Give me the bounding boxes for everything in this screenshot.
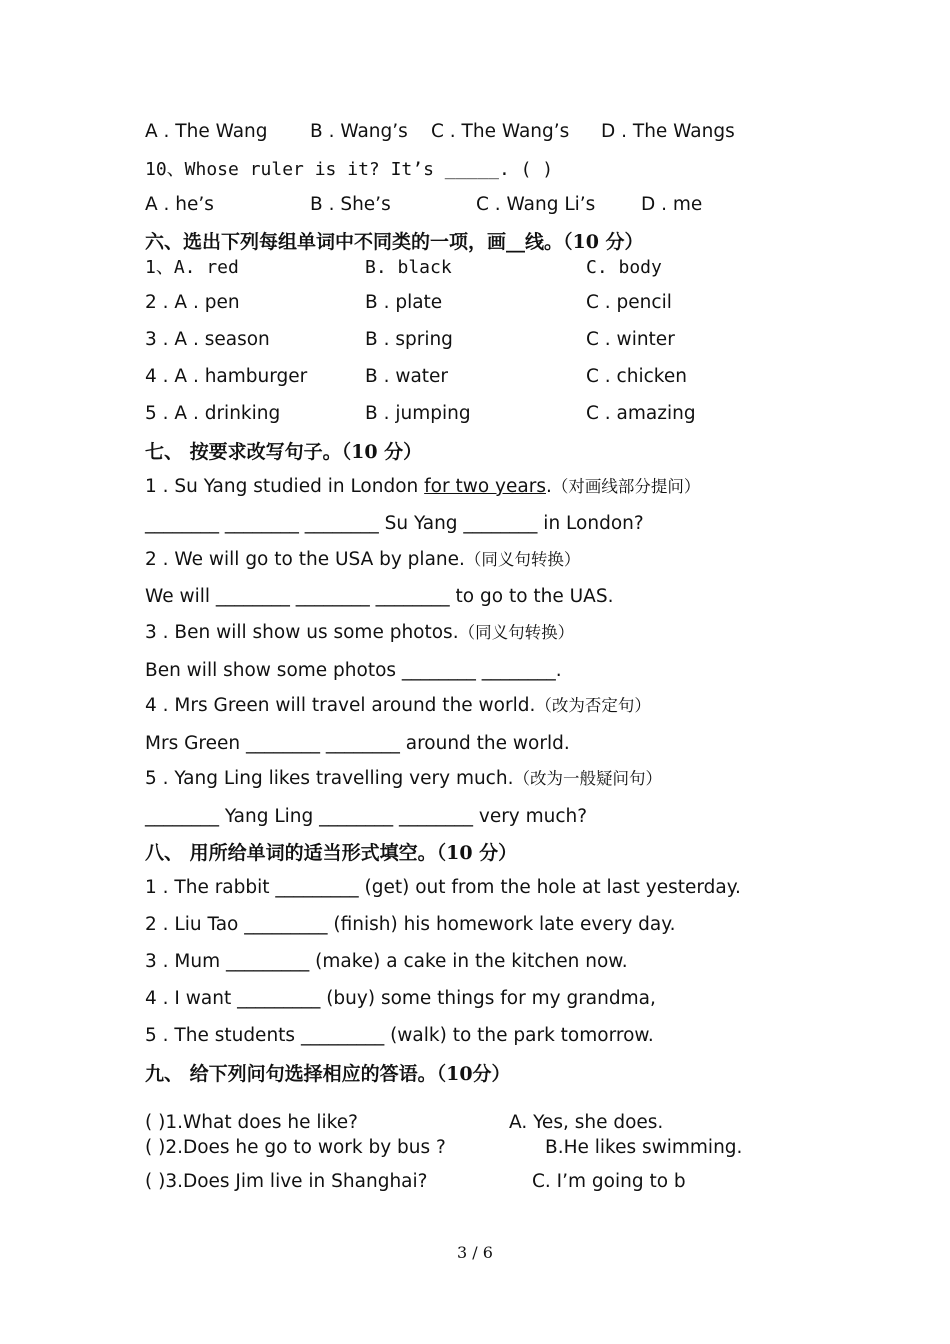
s6-r1-c: C. body <box>586 257 662 278</box>
q9-option-c: C . The Wang’s <box>431 121 570 142</box>
s7-q3-text: 3 . Ben will show us some photos. <box>145 622 459 643</box>
q10-option-a: A . he’s <box>145 194 214 215</box>
s6-r3-b: B . spring <box>365 329 453 350</box>
q9-option-b: B . Wang’s <box>310 121 408 142</box>
q9-option-a: A . The Wang <box>145 121 268 142</box>
s7-q4-text: 4 . Mrs Green will travel around the world. <box>145 695 536 716</box>
s7-q4-answer: Mrs Green ________ ________ around the world. <box>145 733 570 754</box>
s6-r2-a: 2 . A . pen <box>145 292 240 313</box>
q10-option-c: C . Wang Li’s <box>476 194 596 215</box>
s6-r1-b: B. black <box>365 257 452 278</box>
s7-q2-answer: We will ________ ________ ________ to go to the UAS. <box>145 586 614 607</box>
s8-item-1: 1 . The rabbit _________ (get) out from the hole at last yesterday. <box>145 877 741 898</box>
s7-q2-note: （同义句转换） <box>464 550 581 569</box>
s9-r2-answer: B.He likes swimming. <box>545 1137 743 1158</box>
section8-title: 八、 用所给单词的适当形式填空。（10 分） <box>145 842 518 864</box>
s6-r1-a: 1、A. red <box>145 257 239 278</box>
s6-r2-c: C . pencil <box>586 292 672 313</box>
s9-r1-question: ( )1.What does he like? <box>145 1112 358 1133</box>
s6-r3-a: 3 . A . season <box>145 329 270 350</box>
s7-q1-answer: ________ ________ ________ Su Yang ________ in London? <box>145 513 644 534</box>
s7-q5-text: 5 . Yang Ling likes travelling very much. <box>145 768 514 789</box>
s7-q4-note: （改为否定句） <box>535 696 651 715</box>
s8-item-2: 2 . Liu Tao _________ (finish) his homework late every day. <box>145 914 676 935</box>
q10-option-d: D . me <box>641 194 703 215</box>
q9-option-d: D . The Wangs <box>601 121 735 142</box>
s6-r2-b: B . plate <box>365 292 443 313</box>
s7-q4 <box>145 694 651 718</box>
s7-q2 <box>145 548 580 572</box>
page-number: 3 / 6 <box>457 1243 493 1262</box>
s9-r3-answer: C. I’m going to b <box>532 1171 686 1192</box>
s7-q1 <box>145 475 700 499</box>
s9-r2-question: ( )2.Does he go to work by bus ? <box>145 1137 446 1158</box>
s7-q1-post: . <box>545 476 552 497</box>
s7-q5-answer: ________ Yang Ling ________ ________ very much? <box>145 806 588 827</box>
section7-title: 七、 按要求改写句子。（10 分） <box>145 441 423 463</box>
s7-q3-answer: Ben will show some photos ________ ________. <box>145 660 562 681</box>
q10-option-b: B . She’s <box>310 194 391 215</box>
s7-q5 <box>145 767 662 791</box>
s6-r4-c: C . chicken <box>586 366 687 387</box>
s6-r4-a: 4 . A . hamburger <box>145 366 308 387</box>
s6-r4-b: B . water <box>365 366 449 387</box>
s8-item-5: 5 . The students _________ (walk) to the park tomorrow. <box>145 1025 654 1046</box>
s7-q1-underlined: for two years <box>424 476 546 497</box>
s9-r3-question: ( )3.Does Jim live in Shanghai? <box>145 1171 428 1192</box>
s6-r3-c: C . winter <box>586 329 675 350</box>
s9-r1-answer: A. Yes, she does. <box>509 1112 664 1133</box>
s7-q2-text: 2 . We will go to the USA by plane. <box>145 549 465 570</box>
s8-item-3: 3 . Mum _________ (make) a cake in the kitchen now. <box>145 951 628 972</box>
section6-title: 六、选出下列每组单词中不同类的一项，画__线。（10 分） <box>145 231 644 253</box>
s6-r5-b: B . jumping <box>365 403 471 424</box>
s7-q5-note: （改为一般疑问句） <box>513 769 662 788</box>
section9-title: 九、 给下列问句选择相应的答语。（10分） <box>145 1063 511 1085</box>
q10-stem: 10、Whose ruler is it? It’s _____. ( ) <box>145 159 554 180</box>
s6-r5-a: 5 . A . drinking <box>145 403 281 424</box>
s8-item-4: 4 . I want _________ (buy) some things for my grandma, <box>145 988 656 1009</box>
s7-q1-note: （对画线部分提问） <box>551 477 701 496</box>
s6-r5-c: C . amazing <box>586 403 696 424</box>
s7-q3 <box>145 621 574 645</box>
s7-q3-note: （同义句转换） <box>458 623 575 642</box>
s7-q1-pre: 1 . Su Yang studied in London <box>145 476 425 497</box>
